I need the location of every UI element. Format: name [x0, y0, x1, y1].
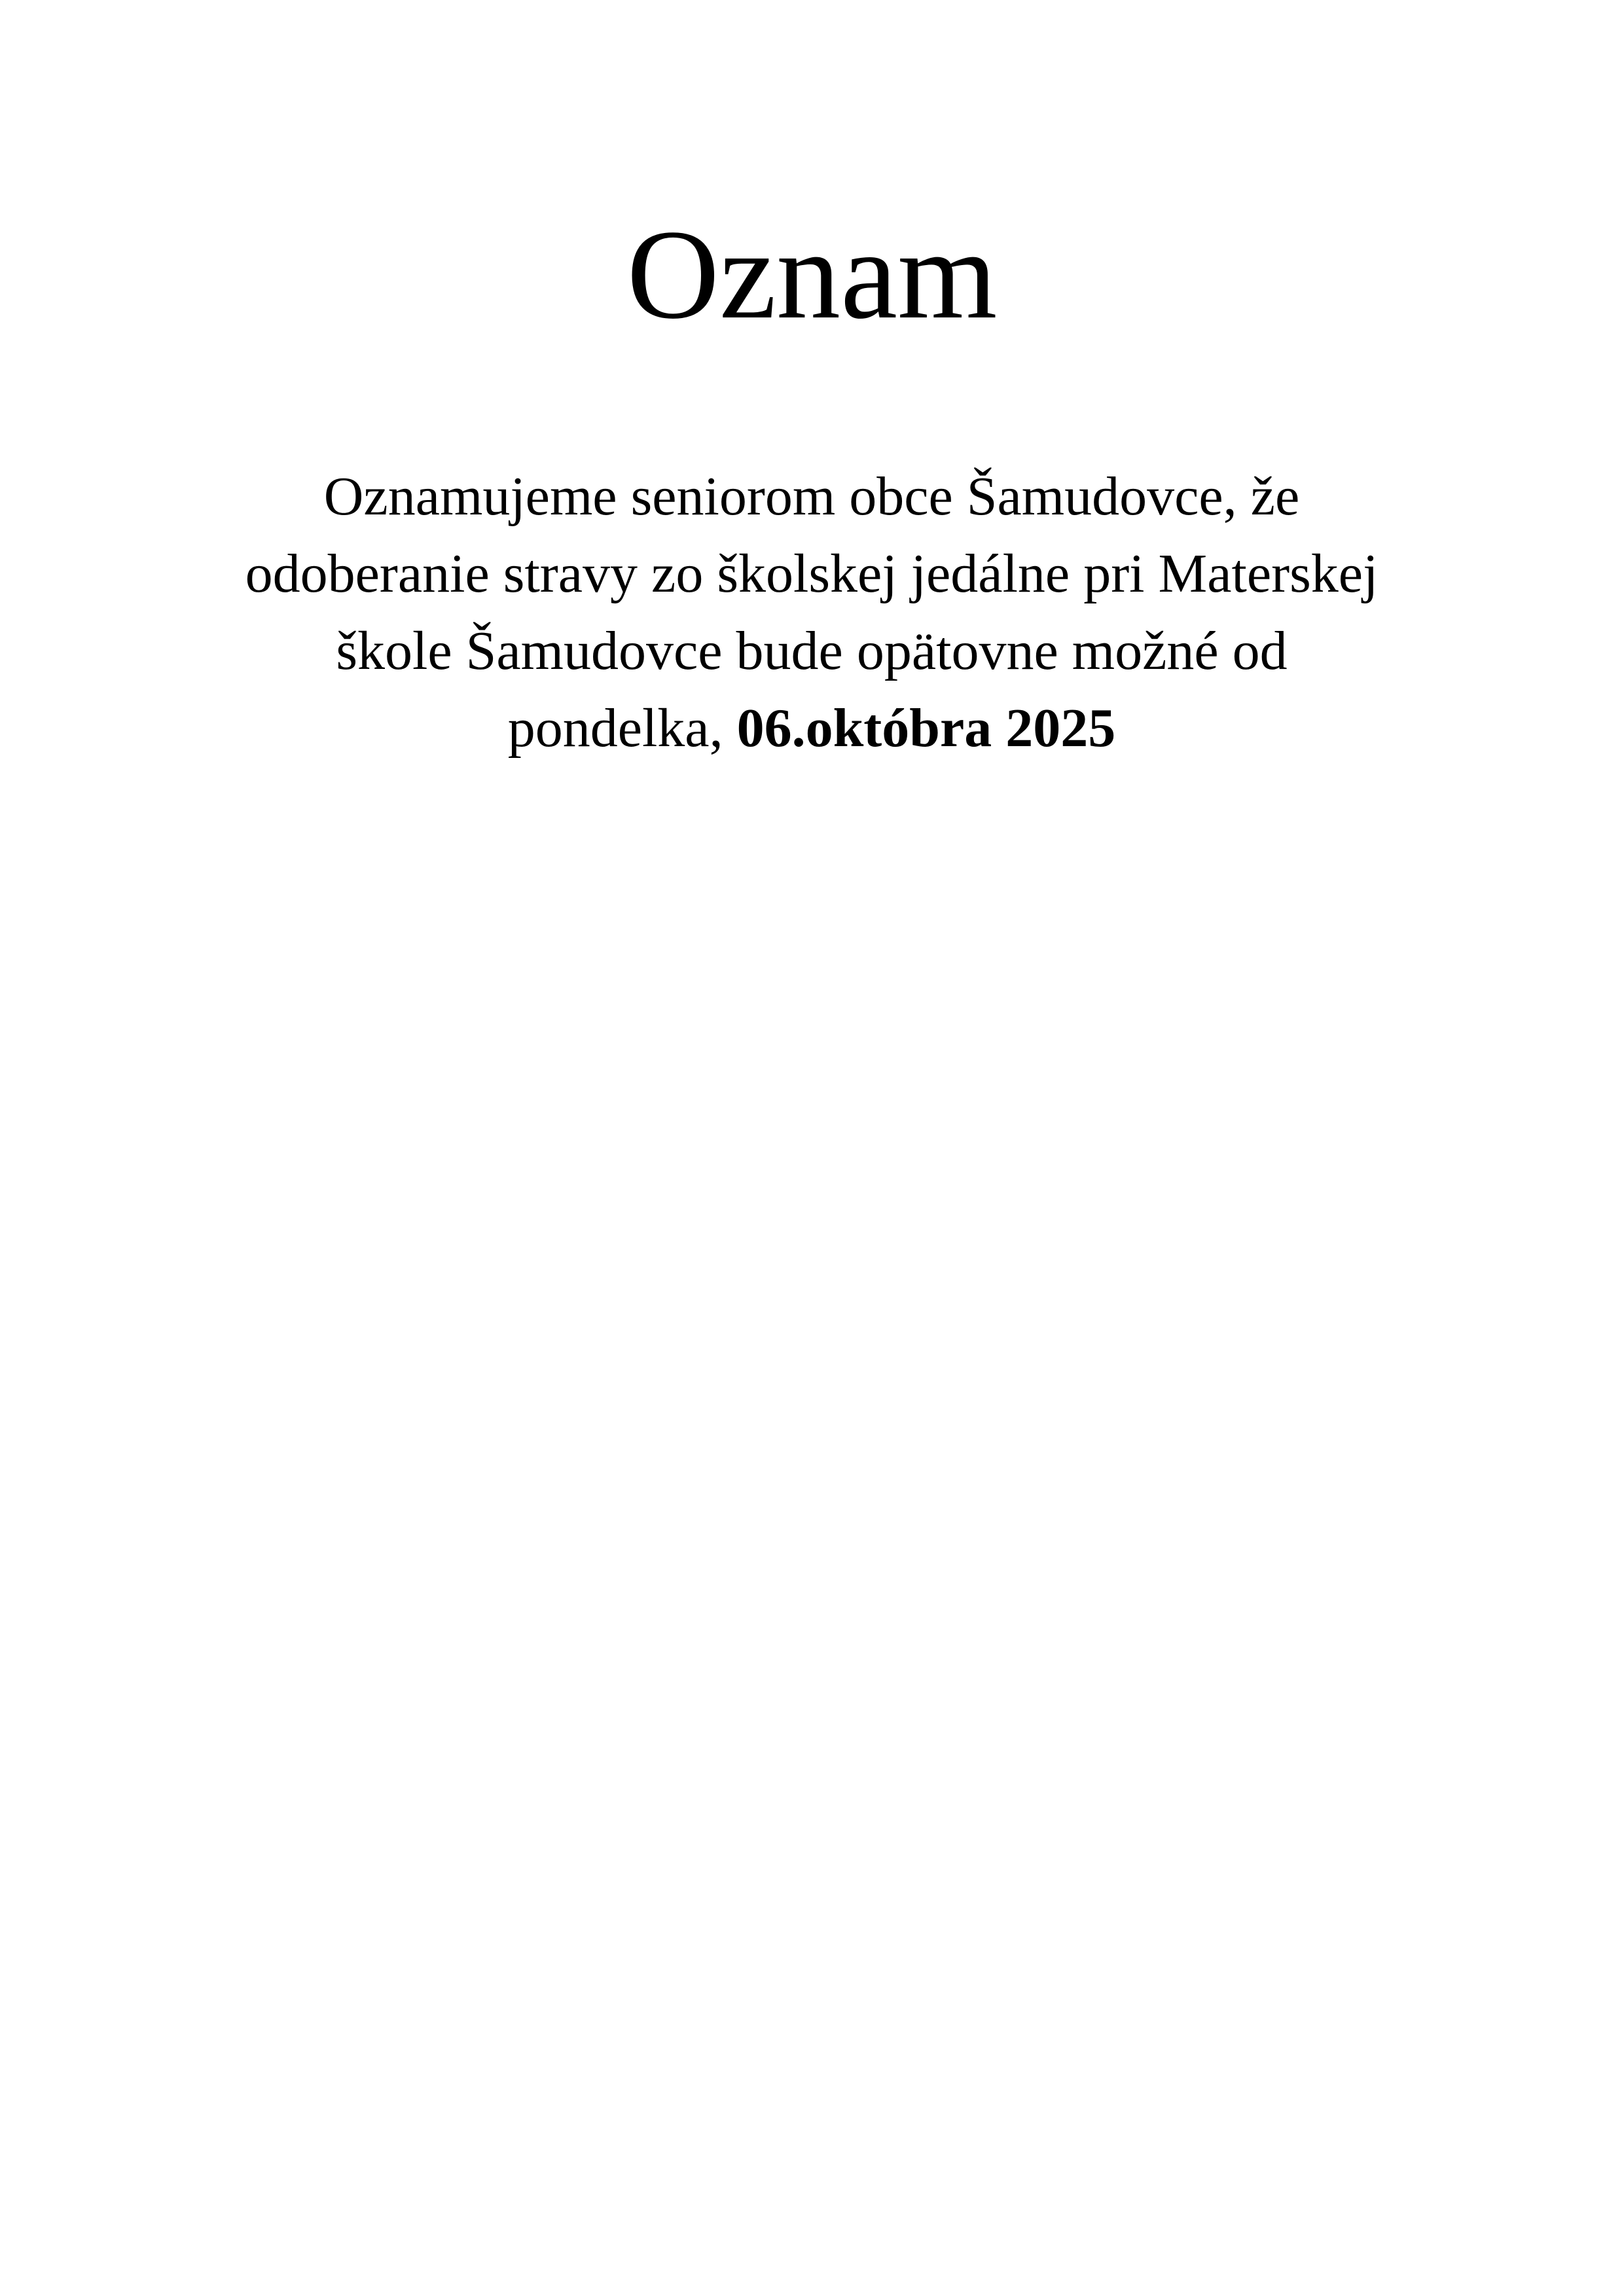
announcement-line-3: škole Šamudovce bude opätovne možné od [336, 620, 1288, 681]
announcement-line-2: odoberanie stravy zo školskej jedálne pri Materskej [245, 543, 1379, 604]
announcement-paragraph [157, 458, 1466, 767]
page-title: Oznam [626, 204, 998, 346]
announcement-date-prefix: pondelka, [507, 698, 737, 759]
announcement-line-4 [157, 690, 1466, 767]
announcement-date: 06.októbra 2025 [736, 698, 1116, 759]
announcement-line-1: Oznamujeme seniorom obce Šamudovce, že [323, 466, 1300, 527]
